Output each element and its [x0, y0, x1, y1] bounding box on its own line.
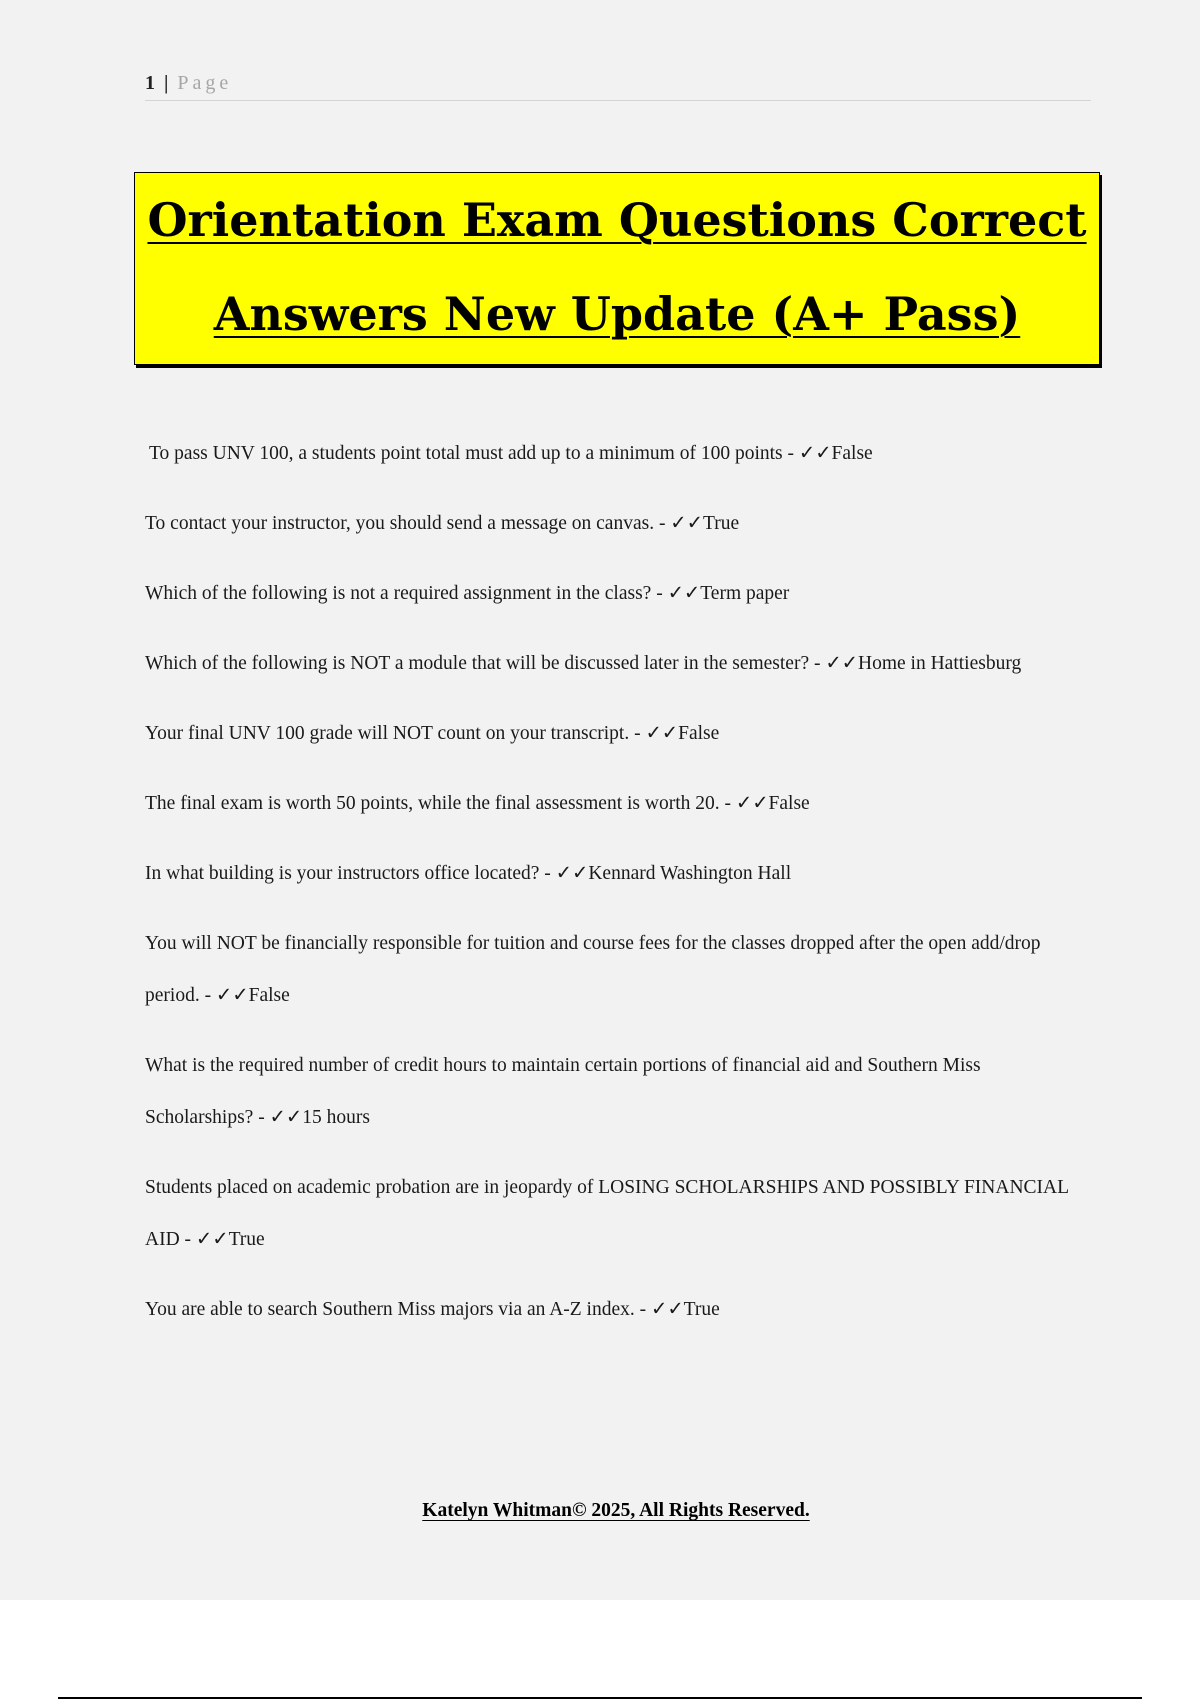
- qa-item: You are able to search Southern Miss majors via an A-Z index. - ✓✓True: [145, 1299, 720, 1320]
- bottom-divider: [58, 1697, 1142, 1699]
- title-text-2: Answers New Update (A+ Pass): [213, 287, 1021, 341]
- header-separator: |: [164, 72, 169, 94]
- qa-item: In what building is your instructors office located? - ✓✓Kennard Washington Hall: [145, 863, 792, 884]
- copyright-footer: [0, 1500, 1200, 1522]
- title-text-1: Orientation Exam Questions Correct: [147, 193, 1087, 247]
- qa-item: Your final UNV 100 grade will NOT count on your transcript. - ✓✓False: [145, 723, 720, 744]
- qa-item: To contact your instructor, you should send a message on canvas. - ✓✓True: [145, 513, 740, 534]
- qa-item: To pass UNV 100, a students point total must add up to a minimum of 100 points - ✓✓False: [149, 443, 873, 464]
- page-number: 1: [145, 72, 155, 94]
- qa-item: You will NOT be financially responsible for tuition and course fees for the classes dropped after the open add/drop period. - ✓✓False: [145, 933, 1041, 1006]
- title-banner: [134, 172, 1100, 365]
- title-line-1: [135, 173, 1099, 267]
- qa-item: What is the required number of credit hours to maintain certain portions of financial aid and Southern Miss Scholarships? - ✓✓15 hours: [145, 1055, 981, 1128]
- copyright-text: Katelyn Whitman© 2025, All Rights Reserved.: [422, 1500, 810, 1521]
- qa-item: Which of the following is not a required assignment in the class? - ✓✓Term paper: [145, 583, 790, 604]
- qa-item: Which of the following is NOT a module that will be discussed later in the semester? - ✓✓Home in Hattiesburg: [145, 653, 1022, 674]
- qa-item: The final exam is worth 50 points, while the final assessment is worth 20. - ✓✓False: [145, 793, 810, 814]
- page-header: [145, 72, 1091, 101]
- question-answer-list: [145, 428, 1090, 1336]
- qa-item: Students placed on academic probation are in jeopardy of LOSING SCHOLARSHIPS AND POSSIBLY FINANCIAL AID - ✓✓True: [145, 1177, 1069, 1250]
- page-label: Page: [177, 72, 233, 94]
- title-line-2: [135, 267, 1099, 361]
